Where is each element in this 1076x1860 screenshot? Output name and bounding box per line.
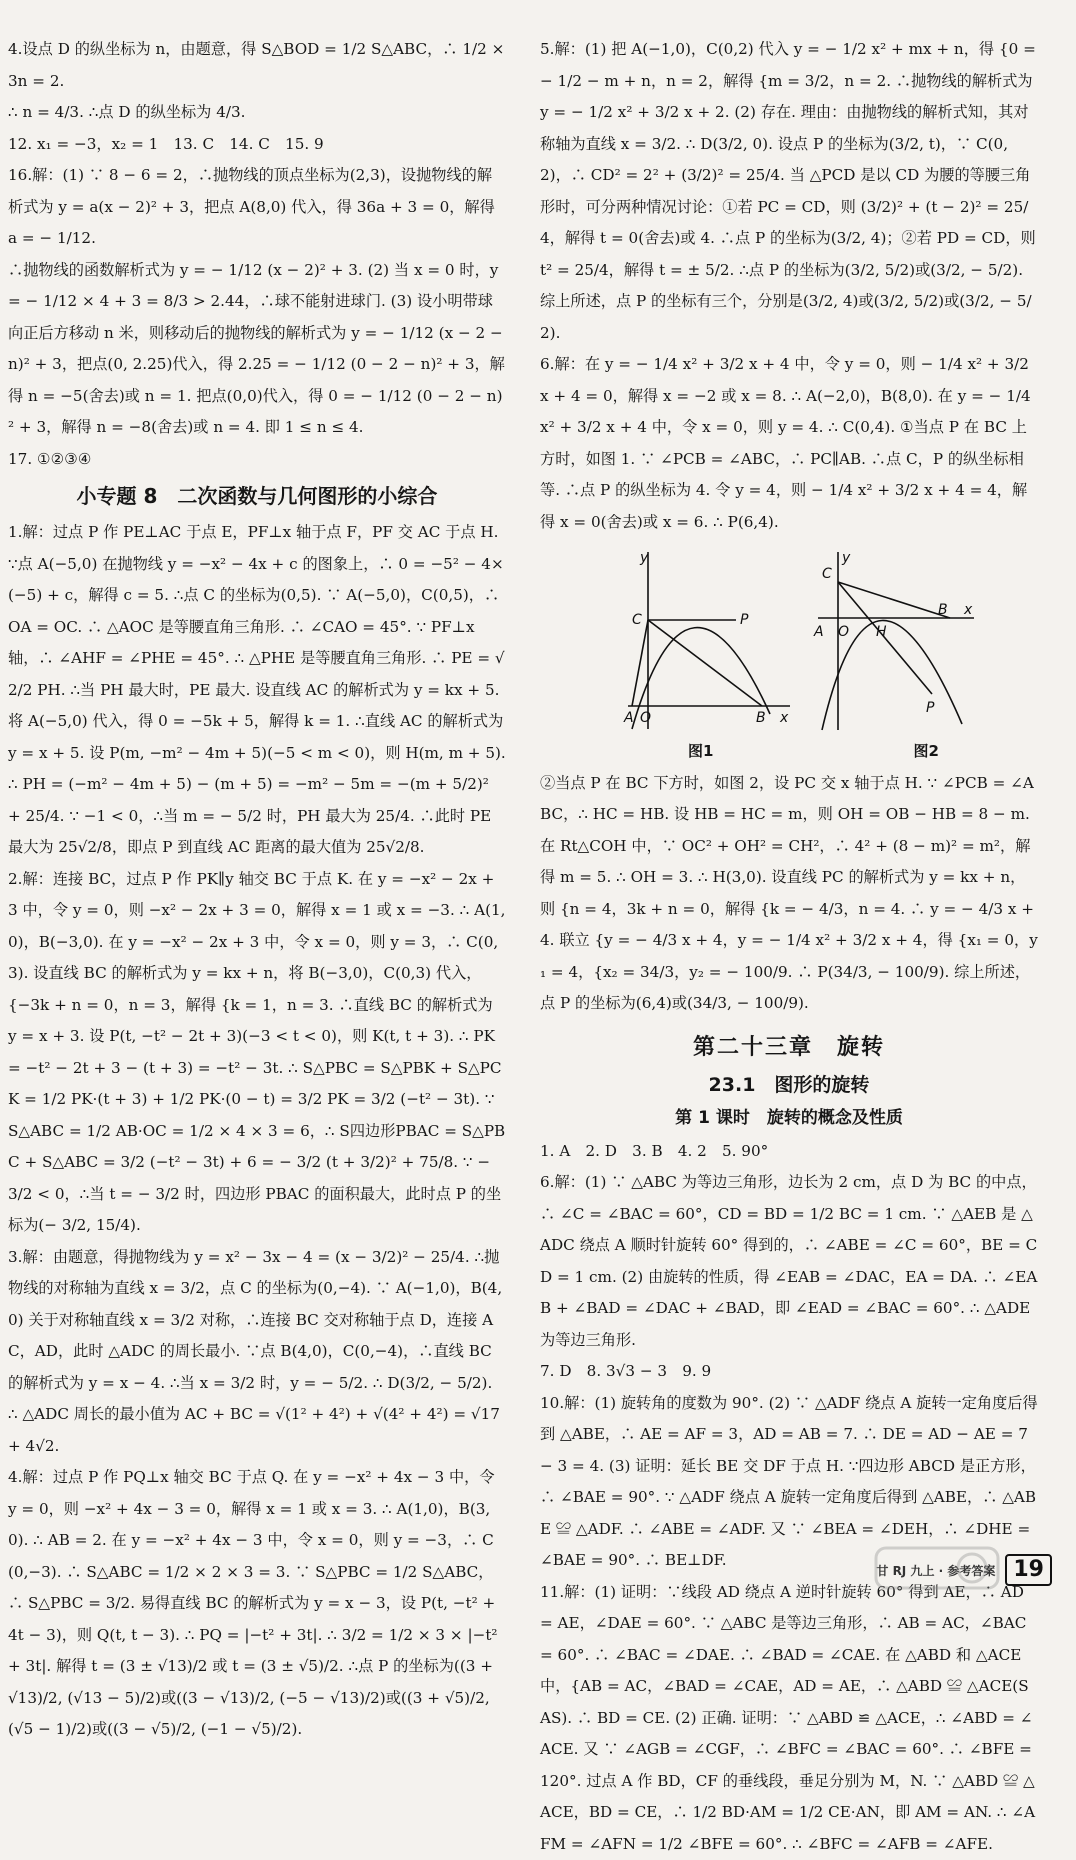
watermark-logo (872, 1540, 1002, 1596)
segment-cb (648, 620, 762, 706)
svg-text:x: x (779, 710, 789, 726)
svg-text:H: H (876, 624, 887, 640)
svg-text:B: B (756, 710, 766, 726)
segment-ac (632, 620, 648, 706)
svg-text:y: y (841, 550, 851, 566)
answer-line: 2.解：连接 BC，过点 P 作 PK∥y 轴交 BC 于点 K. 在 y = −x² − 2x + 3 中，令 y = 0，则 −x² − 2x + 3 = 0，解得 x = 1 或 x = −3. ∴ A(1,0)，B(−3,0). 在 y = −x² − 2x + 3 中，令 x = 0，则 y = 3，∴ C(0,3). 设直线 BC 的解析式为 y = kx + n，将 B(−3,0)，C(0,3) 代入，{−3k + n = 0，n = 3，解得 {k = 1，n = 3. ∴直线 BC 的解析式为 y = x + 3. 设 P(t, −t² − 2t + 3)(−3 < t < 0)，则 K(t, t + 3). ∴ PK = −t² − 2t + 3 − (t + 3) = −t² − 3t. ∴ S△PBC = S△PBK + S△PCK = 1/2 PK·(t + 3) + 1/2 PK·(0 − t) = 3/2 PK = 3/2 (−t² − 3t). ∵ S△ABC = 1/2 AB·OC = 1/2 × 4 × 3 = 6，∴ S四边形PBAC = S△PBC + S△ABC = 3/2 (−t² − 3t) + 6 = − 3/2 (t + 3/2)² + 75/8. ∵ − 3/2 < 0，∴当 t = − 3/2 时，四边形 PBAC 的面积最大，此时点 P 的坐标为(− 3/2, 15/4). (8, 864, 506, 1242)
page-number: 19 (1005, 1554, 1052, 1586)
answer-line: 5.解：(1) 把 A(−1,0)，C(0,2) 代入 y = − 1/2 x² + mx + n，得 {0 = − 1/2 − m + n，n = 2，解得 {m = 3/2，n = 2. ∴抛物线的解析式为 y = − 1/2 x² + 3/2 x + 2. (2) 存在. 理由：由抛物线的解析式知，其对称轴为直线 x = 3/2. ∴ D(3/2, 0). 设点 P 的坐标为(3/2, t)，∵ C(0,2)，∴ CD² = 2² + (3/2)² = 25/4. 当 △PCD 是以 CD 为腰的等腰三角形时，可分两种情况讨论：①若 PC = CD，则 (3/2)² + (t − 2)² = 25/4，解得 t = 0(舍去)或 4. ∴点 P 的坐标为(3/2, 4)；②若 PD = CD，则 t² = 25/4，解得 t = ± 5/2. ∴点 P 的坐标为(3/2, 5/2)或(3/2, − 5/2). 综上所述，点 P 的坐标有三个，分别是(3/2, 4)或(3/2, 5/2)或(3/2, − 5/2). (540, 34, 1038, 349)
svg-text:C: C (822, 566, 832, 582)
figure-1 (618, 544, 798, 734)
svg-text:y: y (639, 550, 649, 566)
answer-line: 3.解：由题意，得抛物线为 y = x² − 3x − 4 = (x − 3/2)² − 25/4. ∴抛物线的对称轴为直线 x = 3/2，点 C 的坐标为(0,−4). ∵ A(−1,0)，B(4,0) 关于对称轴直线 x = 3/2 对称，∴连接 BC 交对称轴于点 D，连接 AC，AD，此时 △ADC 的周长最小. ∵点 B(4,0)，C(0,−4)，∴直线 BC 的解析式为 y = x − 4. ∴当 x = 3/2 时，y = − 5/2. ∴ D(3/2, − 5/2). ∴ △ADC 周长的最小值为 AC + BC = √(1² + 4²) + √(4² + 4²) = √17 + 4√2. (8, 1242, 506, 1463)
answer-line: 10.解：(1) 旋转角的度数为 90°. (2) ∵ △ADF 绕点 A 旋转一定角度后得到 △ABE，∴ AE = AF = 3，AD = AB = 7. ∴ DE = AD − AE = 7 − 3 = 4. (3) 证明：延长 BE 交 DF 于点 H. ∵四边形 ABCD 是正方形，∴ ∠BAE = 90°. ∵ △ADF 绕点 A 旋转一定角度后得到 △ABE，∴ △ABE ≌ △ADF. ∴ ∠ABE = ∠ADF. 又 ∵ ∠BEA = ∠DEH，∴ ∠DHE = ∠BAE = 90°. ∴ BE⊥DF. (540, 1388, 1038, 1577)
answer-line: 16.解：(1) ∵ 8 − 6 = 2，∴抛物线的顶点坐标为(2,3)，设抛物线的解析式为 y = a(x − 2)² + 3，把点 A(8,0) 代入，得 36a + 3 = 0，解得 a = − 1/12. (8, 160, 506, 255)
segment-cb (838, 582, 950, 618)
svg-text:P: P (926, 700, 935, 716)
section-heading: 23.1 图形的旋转 (540, 1070, 1038, 1100)
answer-line: 7. D 8. 3√3 − 3 9. 9 (540, 1356, 1038, 1388)
chapter-heading: 第二十三章 旋转 (540, 1030, 1038, 1066)
subtopic-heading: 小专题 8 二次函数与几何图形的小综合 (8, 479, 506, 513)
answer-line: 1.解：过点 P 作 PE⊥AC 于点 E，PF⊥x 轴于点 F，PF 交 AC 于点 H. ∵点 A(−5,0) 在抛物线 y = −x² − 4x + c 的图象上，∴ 0 = −5² − 4×(−5) + c，解得 c = 5. ∴点 C 的坐标为(0,5). ∵ A(−5,0)，C(0,5)，∴ OA = OC. ∴ △AOC 是等腰直角三角形. ∴ ∠CAO = 45°. ∵ PF⊥x 轴，∴ ∠AHF = ∠PHE = 45°. ∴ △PHE 是等腰直角三角形. ∴ PE = √2/2 PH. ∴当 PH 最大时，PE 最大. 设直线 AC 的解析式为 y = kx + 5. 将 A(−5,0) 代入，得 0 = −5k + 5，解得 k = 1. ∴直线 AC 的解析式为 y = x + 5. 设 P(m, −m² − 4m + 5)(−5 < m < 0)，则 H(m, m + 5). ∴ PH = (−m² − 4m + 5) − (m + 5) = −m² − 5m = −(m + 5/2)² + 25/4. ∵ −1 < 0，∴当 m = − 5/2 时，PH 最大为 25/4. ∴此时 PE 最大为 25√2/8，即点 P 到直线 AC 距离的最大值为 25√2/8. (8, 517, 506, 864)
answer-line: 6.解：(1) ∵ △ABC 为等边三角形，边长为 2 cm，点 D 为 BC 的中点，∴ ∠C = ∠BAC = 60°，CD = BD = 1/2 BC = 1 cm. ∵ △AEB 是 △ADC 绕点 A 顺时针旋转 60° 得到的，∴ ∠ABE = ∠C = 60°，BE = CD = 1 cm. (2) 由旋转的性质，得 ∠EAB = ∠DAC，EA = DA. ∴ ∠EAB + ∠BAD = ∠DAC + ∠BAD，即 ∠EAD = ∠BAC = 60°. ∴ △ADE 为等边三角形. (540, 1167, 1038, 1356)
answer-line: 4.解：过点 P 作 PQ⊥x 轴交 BC 于点 Q. 在 y = −x² + 4x − 3 中，令 y = 0，则 −x² + 4x − 3 = 0，解得 x = 1 或 x = 3. ∴ A(1,0)，B(3,0). ∴ AB = 2. 在 y = −x² + 4x − 3 中，令 x = 0，则 y = −3，∴ C(0,−3). ∴ S△ABC = 1/2 × 2 × 3 = 3. ∵ S△PBC = 1/2 S△ABC，∴ S△PBC = 3/2. 易得直线 BC 的解析式为 y = x − 3，设 P(t, −t² + 4t − 3)，则 Q(t, t − 3). ∴ PQ = |−t² + 3t|. ∴ 3/2 = 1/2 × 3 × |−t² + 3t|. 解得 t = (3 ± √13)/2 或 t = (3 ± √5)/2. ∴点 P 的坐标为((3 + √13)/2, (√13 − 5)/2)或((3 − √13)/2, (−5 − √13)/2)或((3 + √5)/2, (√5 − 1)/2)或((3 − √5)/2, (−1 − √5)/2). (8, 1462, 506, 1746)
svg-text:O: O (640, 710, 651, 726)
answer-line: 17. ①②③④ (8, 444, 506, 476)
answer-line: 6.解：在 y = − 1/4 x² + 3/2 x + 4 中，令 y = 0，则 − 1/4 x² + 3/2 x + 4 = 0，解得 x = −2 或 x = 8. ∴ A(−2,0)，B(8,0). 在 y = − 1/4 x² + 3/2 x + 4 中，令 x = 0，则 y = 4. ∴ C(0,4). ①当点 P 在 BC 上方时，如图 1. ∵ ∠PCB = ∠ABC，∴ PC∥AB. ∴点 C，P 的纵坐标相等. ∴点 P 的纵坐标为 4. 令 y = 4，则 − 1/4 x² + 3/2 x + 4 = 4，解得 x = 0(舍去)或 x = 6. ∴ P(6,4). (540, 349, 1038, 538)
svg-text:B: B (938, 602, 948, 618)
lesson-heading: 第 1 课时 旋转的概念及性质 (540, 1104, 1038, 1132)
answer-line: ②当点 P 在 BC 下方时，如图 2，设 PC 交 x 轴于点 H. ∵ ∠PCB = ∠ABC，∴ HC = HB. 设 HB = HC = m，则 OH = OB − HB = 8 − m. 在 Rt△COH 中，∵ OC² + OH² = CH²，∴ 4² + (8 − m)² = m²，解得 m = 5. ∴ OH = 3. ∴ H(3,0). 设直线 PC 的解析式为 y = kx + n，则 {n = 4，3k + n = 0，解得 {k = − 4/3，n = 4. ∴ y = − 4/3 x + 4. 联立 {y = − 4/3 x + 4，y = − 1/4 x² + 3/2 x + 4，得 {x₁ = 0，y₁ = 4，{x₂ = 34/3，y₂ = − 100/9. ∴ P(34/3, − 100/9). 综上所述，点 P 的坐标为(6,4)或(34/3, − 100/9). (540, 768, 1038, 1020)
parabola (632, 628, 770, 729)
svg-text:A: A (623, 710, 634, 726)
svg-text:O: O (838, 624, 849, 640)
answer-line: ∴抛物线的函数解析式为 y = − 1/12 (x − 2)² + 3. (2) 当 x = 0 时，y = − 1/12 × 4 + 3 = 8/3 > 2.44，∴球不能射进球门. (3) 设小明带球向正后方移动 n 米，则移动后的抛物线的解析式为 y = − 1/12 (x − 2 − n)² + 3，把点(0, 2.25)代入，得 2.25 = − 1/12 (0 − 2 − n)² + 3，解得 n = −5(舍去)或 n = 1. 把点(0,0)代入，得 0 = − 1/12 (0 − 2 − n)² + 3，解得 n = −8(舍去)或 n = 4. 即 1 ≤ n ≤ 4. (8, 255, 506, 444)
answer-line: ∴ n = 4/3. ∴点 D 的纵坐标为 4/3. (8, 97, 506, 129)
answer-line: 4.设点 D 的纵坐标为 n，由题意，得 S△BOD = 1/2 S△ABC，∴ 1/2 × 3n = 2. (8, 34, 506, 97)
svg-text:A: A (813, 624, 824, 640)
answer-line: 11.解：(1) 证明：∵线段 AD 绕点 A 逆时针旋转 60° 得到 AE，∴ AD = AE，∠DAE = 60°. ∵ △ABC 是等边三角形，∴ AB = AC，∠BAC = 60°. ∴ ∠BAC = ∠DAE. ∴ ∠BAD = ∠CAE. 在 △ABD 和 △ACE 中，{AB = AC，∠BAD = ∠CAE，AD = AE，∴ △ABD ≌ △ACE(SAS). ∴ BD = CE. (2) 正确. 证明：∵ △ABD ≌ △ACE，∴ ∠ABD = ∠ACE. 又 ∵ ∠AGB = ∠CGF，∴ ∠BFC = ∠BAC = 60°. ∴ ∠BFE = 120°. 过点 A 作 BD，CF 的垂线段，垂足分别为 M，N. ∵ △ABD ≌ △ACE，BD = CE，∴ 1/2 BD·AM = 1/2 CE·AN，即 AM = AN. ∴ ∠AFM = ∠AFN = 1/2 ∠BFE = 60°. ∴ ∠BFC = ∠AFB = ∠AFE. (540, 1577, 1038, 1860)
svg-text:x: x (963, 602, 973, 618)
figure-2 (812, 544, 982, 734)
left-column (8, 34, 506, 1746)
figure-2-caption: 图2 (913, 736, 938, 768)
figure-1-caption: 图1 (688, 736, 713, 768)
footer-label: 甘 RJ 九上 · 参考答案 (876, 1562, 995, 1579)
svg-text:P: P (740, 612, 749, 628)
svg-text:C: C (632, 612, 642, 628)
answer-line: 1. A 2. D 3. B 4. 2 5. 90° (540, 1136, 1038, 1168)
answer-line: 12. x₁ = −3，x₂ = 1 13. C 14. C 15. 9 (8, 129, 506, 161)
figures (540, 544, 1038, 734)
